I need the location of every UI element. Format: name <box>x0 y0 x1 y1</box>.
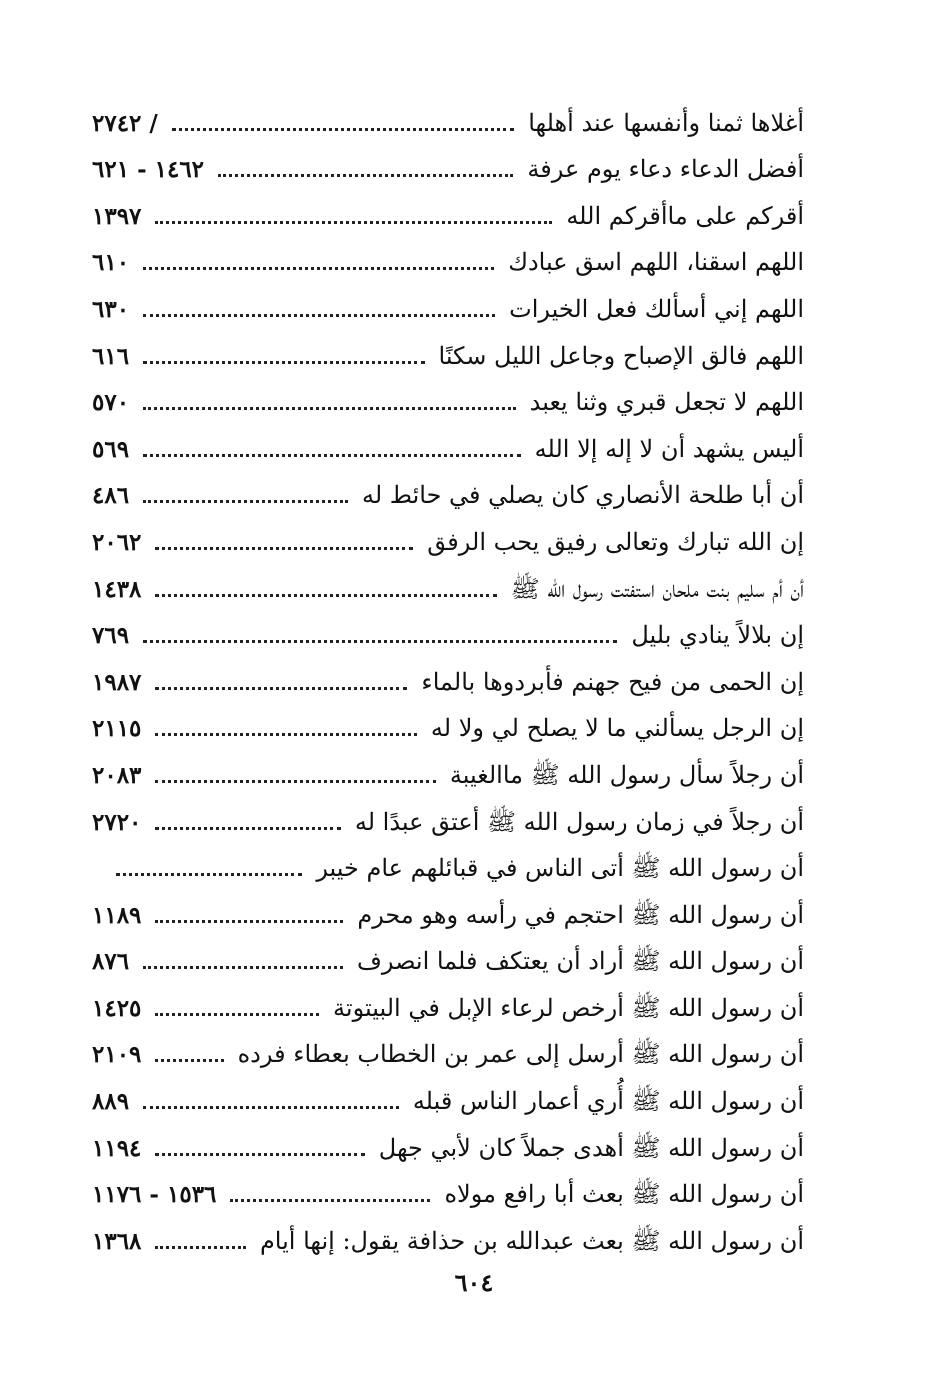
entry-page-number: ٢٠٦٢ <box>92 528 142 556</box>
dot-leader <box>155 733 417 736</box>
index-entry <box>92 1076 804 1123</box>
index-entry <box>92 331 804 378</box>
entry-page-number: ٦١٠ <box>92 249 130 277</box>
index-entry <box>92 890 804 937</box>
entry-text: أن رسول الله ﷺ بعث أبا رافع مولاه <box>444 1180 804 1209</box>
dot-leader <box>155 827 340 830</box>
index-entry <box>92 704 804 751</box>
entry-text: إن بلالاً ينادي بليل <box>631 621 804 650</box>
entry-text: أغلاها ثمنا وأنفسها عند أهلها <box>528 108 804 137</box>
entry-text: إن الحمى من فيح جهنم فأبردوها بالماء <box>421 667 804 696</box>
dot-leader <box>230 1199 430 1202</box>
index-entry <box>92 191 804 238</box>
entry-page-number <box>92 880 102 890</box>
dot-leader <box>155 780 436 783</box>
entry-page-number: ٢٧٢٠ <box>92 808 142 836</box>
index-entry <box>92 983 804 1030</box>
dot-leader <box>143 640 617 643</box>
entry-text: إن الله تبارك وتعالى رفيق يحب الرفق <box>427 527 804 556</box>
dot-leader <box>155 1153 364 1156</box>
entry-page-number: ١٤٦٢ - ٦٢١ <box>92 156 205 184</box>
index-entry <box>92 1030 804 1077</box>
entry-page-number: ٥٧٠ <box>92 389 130 417</box>
index-entry <box>92 378 804 425</box>
entry-text: أقركم على ماأقركم الله <box>566 201 804 230</box>
dot-leader <box>218 174 513 177</box>
entry-text: أن رجلاً في زمان رسول الله ﷺ أعتق عبدًا له <box>354 807 804 836</box>
hadith-index-list <box>92 98 804 1263</box>
entry-page-number: ٢١٠٩ <box>92 1041 142 1069</box>
entry-page-number: ٢٠٨٣ <box>92 761 142 789</box>
page-number: ٦٠٤ <box>454 1268 494 1297</box>
index-entry <box>92 1123 804 1170</box>
dot-leader <box>155 920 343 923</box>
entry-page-number: ٥٦٩ <box>92 435 130 463</box>
entry-page-number: ٧٦٩ <box>92 622 130 650</box>
dot-leader <box>143 1106 399 1109</box>
entry-page-number: ١١٨٩ <box>92 901 142 929</box>
entry-page-number: ٦١٦ <box>92 342 130 370</box>
index-entry <box>92 797 804 844</box>
entry-page-number: ١٥٣٦ - ١١٧٦ <box>92 1181 217 1209</box>
entry-text: أن رسول الله ﷺ أُري أعمار الناس قبله <box>412 1087 804 1116</box>
index-entry <box>92 145 804 192</box>
index-entry <box>92 98 804 145</box>
dot-leader <box>155 1013 319 1016</box>
entry-text: أن رسول الله ﷺ أرسل إلى عمر بن الخطاب بعطاء فرده <box>237 1040 804 1069</box>
entry-page-number: ١٤٣٨ <box>92 575 142 603</box>
entry-page-number: ١١٩٤ <box>92 1134 142 1162</box>
dot-leader <box>143 454 521 457</box>
entry-text: أن رسول الله ﷺ أهدى جملاً كان لأبي جهل <box>378 1133 804 1162</box>
dot-leader <box>143 314 495 317</box>
entry-text: أن رسول الله ﷺ احتجم في رأسه وهو محرم <box>357 900 804 929</box>
dot-leader <box>116 873 302 876</box>
entry-text: أفضل الدعاء دعاء يوم عرفة <box>527 155 804 184</box>
index-entry <box>92 1216 804 1263</box>
entry-text: اللهم اسقنا، اللهم اسق عبادك <box>508 248 804 277</box>
index-entry <box>92 611 804 658</box>
dot-leader <box>155 221 552 224</box>
entry-text: اللهم لا تجعل قبري وثنا يعبد <box>529 388 804 417</box>
entry-page-number: ٢١١٥ <box>92 715 142 743</box>
entry-text: أن رجلاً سأل رسول الله ﷺ ماالغيبة <box>449 760 804 789</box>
entry-text: أن رسول الله ﷺ بعث عبدالله بن حذافة يقول: إنها أيام <box>259 1226 804 1255</box>
dot-leader <box>143 500 348 503</box>
entry-page-number: ٨٨٩ <box>92 1088 130 1116</box>
index-entry <box>92 937 804 984</box>
dot-leader <box>143 407 516 410</box>
entry-text: أن رسول الله ﷺ أرخص لرعاء الإبل في البيتوتة <box>333 993 804 1022</box>
index-entry <box>92 1170 804 1217</box>
entry-page-number: / ٢٧٤٢ <box>92 109 158 137</box>
entry-text: أن أم سليم بنت ملحان استفتت رسول الله ﷺ <box>510 574 804 603</box>
entry-text: أن رسول الله ﷺ أتى الناس في قبائلهم عام خيبر <box>316 854 804 883</box>
dot-leader <box>155 1059 223 1062</box>
dot-leader <box>143 267 494 270</box>
dot-leader <box>155 1246 246 1249</box>
entry-text: أن أبا طلحة الأنصاري كان يصلي في حائط له <box>362 481 804 510</box>
entry-text: اللهم إني أسألك فعل الخيرات <box>509 294 804 323</box>
entry-text: اللهم فالق الإصباح وجاعل الليل سكنًا <box>438 341 804 370</box>
index-entry <box>92 284 804 331</box>
dot-leader <box>155 594 496 597</box>
dot-leader <box>155 687 407 690</box>
index-entry <box>92 517 804 564</box>
index-entry <box>92 564 804 611</box>
entry-text: أن رسول الله ﷺ أراد أن يعتكف فلما انصرف <box>356 947 804 976</box>
index-entry <box>92 471 804 518</box>
index-entry <box>92 657 804 704</box>
index-entry <box>92 750 804 797</box>
dot-leader <box>172 128 514 131</box>
dot-leader <box>155 547 413 550</box>
entry-page-number: ١٣٩٧ <box>92 202 142 230</box>
index-entry <box>92 424 804 471</box>
dot-leader <box>143 361 424 364</box>
entry-text: أليس يشهد أن لا إله إلا الله <box>534 434 804 463</box>
entry-page-number: ١٤٢٥ <box>92 994 142 1022</box>
entry-page-number: ٦٣٠ <box>92 295 130 323</box>
entry-page-number: ١٣٦٨ <box>92 1227 142 1255</box>
entry-text: إن الرجل يسألني ما لا يصلح لي ولا له <box>430 714 804 743</box>
dot-leader <box>143 966 343 969</box>
entry-page-number: ١٩٨٧ <box>92 668 142 696</box>
index-entry <box>92 238 804 285</box>
index-entry <box>92 844 804 891</box>
entry-page-number: ٨٧٦ <box>92 948 130 976</box>
entry-page-number: ٤٨٦ <box>92 482 130 510</box>
